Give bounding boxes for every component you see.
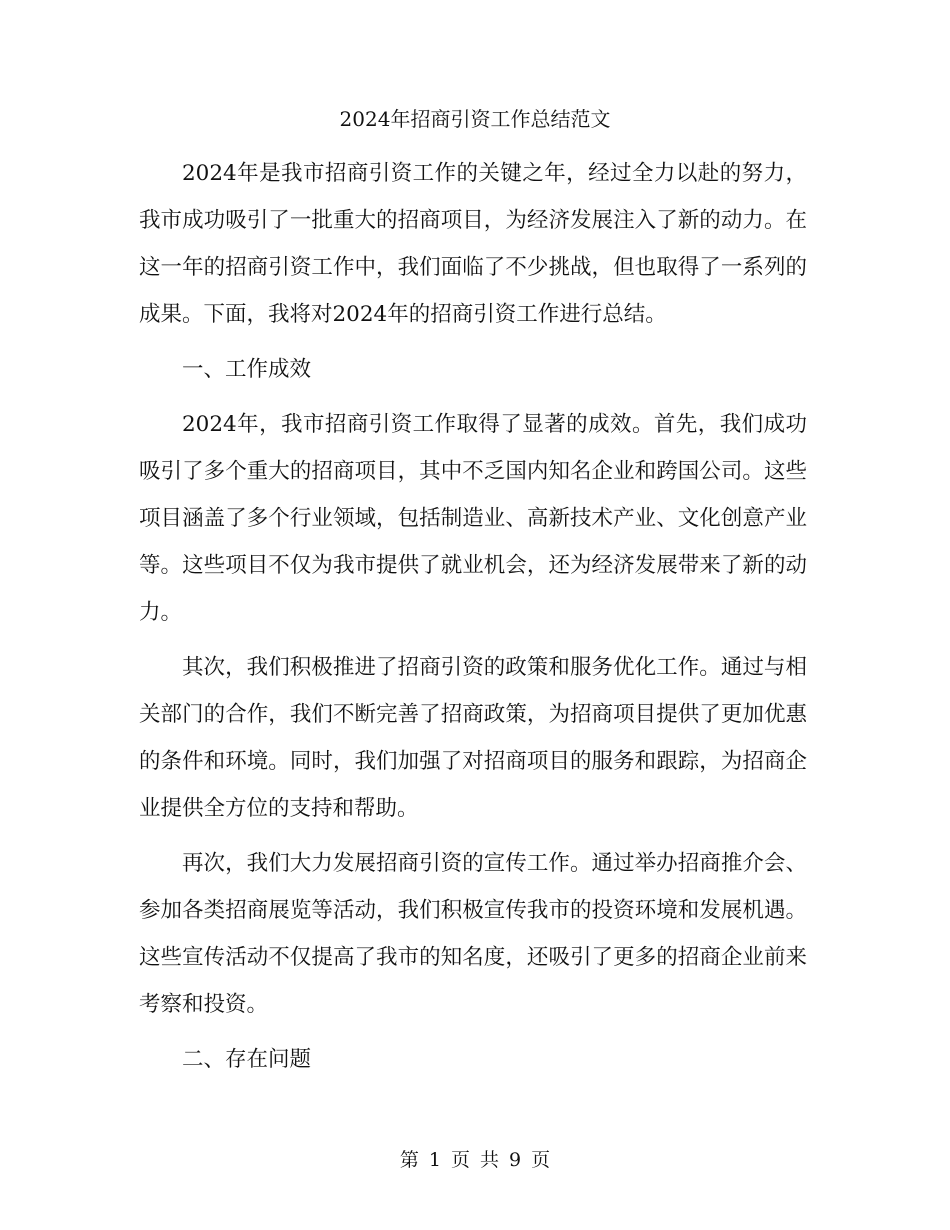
intro-paragraph: 2024年是我市招商引资工作的关键之年，经过全力以赴的努力，我市成功吸引了一批重大的招商项目，为经济发展注入了新的动力。在这一年的招商引资工作中，我们面临了不少挑战，但也取得了一系列的成果。下面，我将对2024年的招商引资工作进行总结。 <box>139 161 807 327</box>
section-heading-achievements: 一、工作成效 <box>182 357 312 382</box>
document-title: 2024年招商引资工作总结范文 <box>339 107 611 131</box>
document-body <box>139 150 807 1091</box>
achievements-paragraph-1: 2024年，我市招商引资工作取得了显著的成效。首先，我们成功吸引了多个重大的招商项目，其中不乏国内知名企业和跨国公司。这些项目涵盖了多个行业领域，包括制造业、高新技术产业、文化创意产业等。这些项目不仅为我市提供了就业机会，还为经济发展带来了新的动力。 <box>139 412 807 625</box>
page-number-footer: 第 1 页 共 9 页 <box>399 1149 551 1171</box>
section-heading-problems: 二、存在问题 <box>182 1047 312 1072</box>
achievements-paragraph-3: 再次，我们大力发展招商引资的宣传工作。通过举办招商推介会、参加各类招商展览等活动，我们积极宣传我市的投资环境和发展机遇。这些宣传活动不仅提高了我市的知名度，还吸引了更多的招商企业前来考察和投资。 <box>139 851 807 1017</box>
achievements-paragraph-2: 其次，我们积极推进了招商引资的政策和服务优化工作。通过与相关部门的合作，我们不断完善了招商政策，为招商项目提供了更加优惠的条件和环境。同时，我们加强了对招商项目的服务和跟踪，为招商企业提供全方位的支持和帮助。 <box>139 655 807 821</box>
